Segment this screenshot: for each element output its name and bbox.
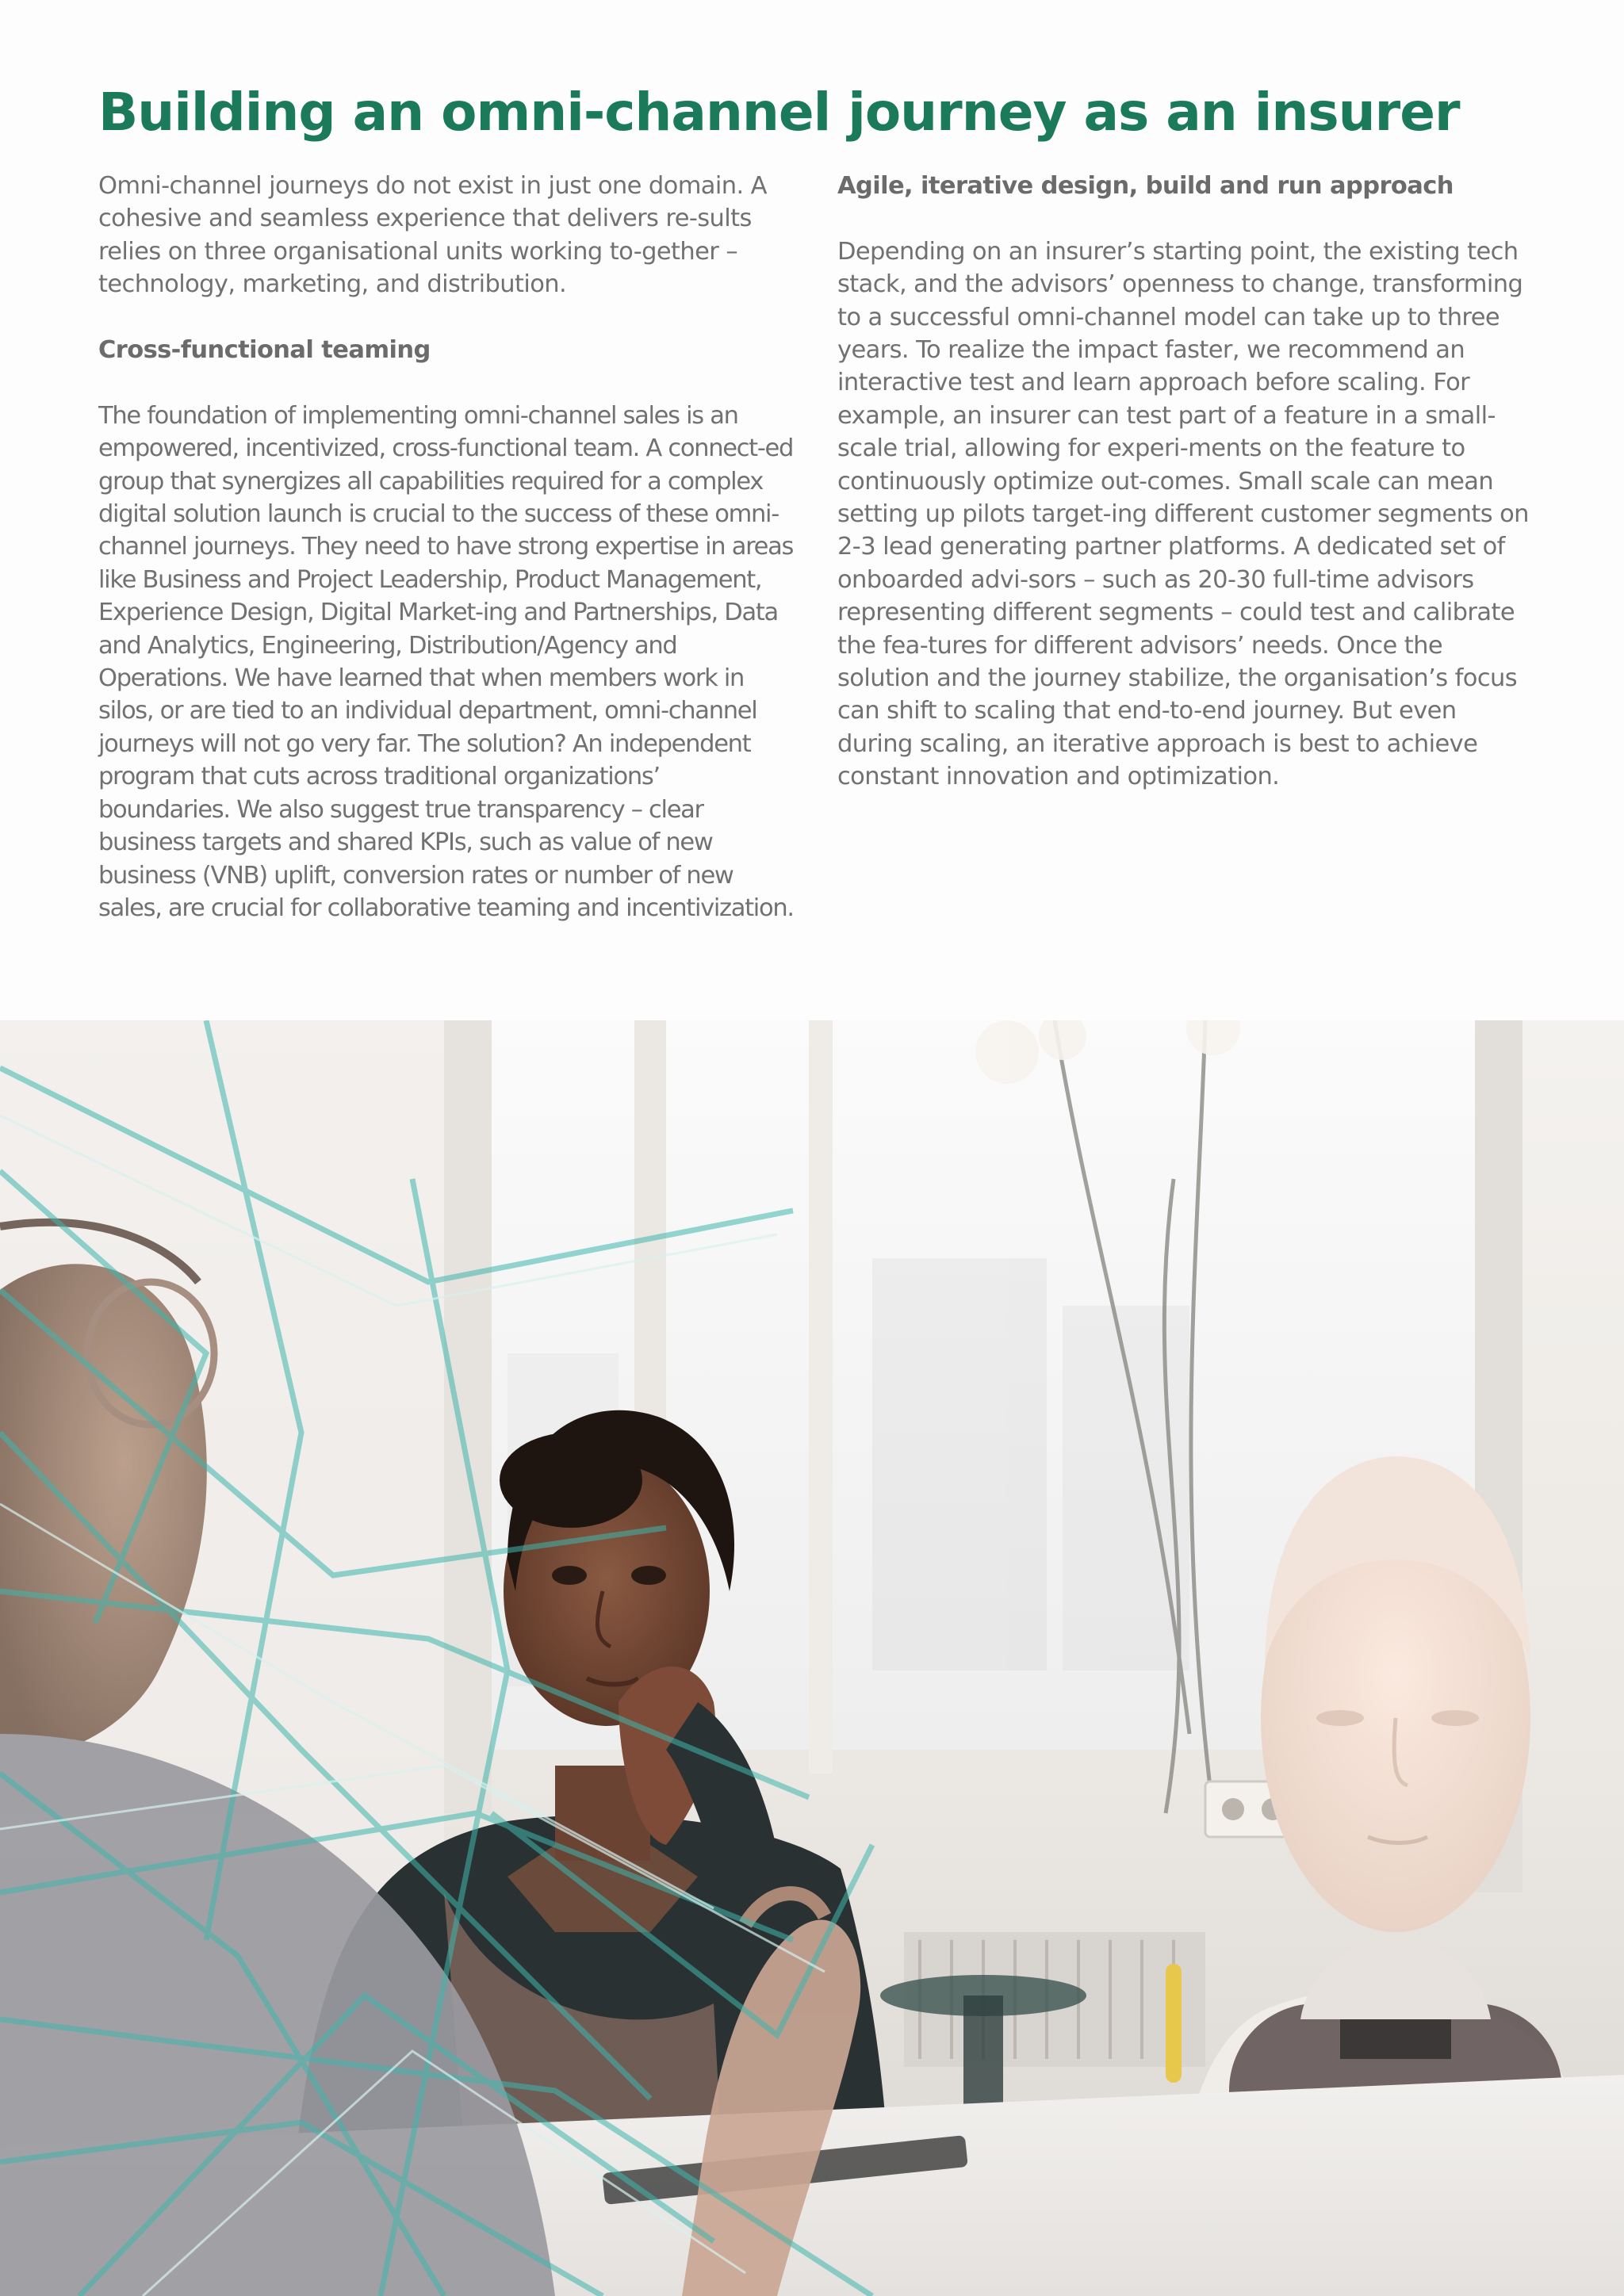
intro-paragraph: Omni-channel journeys do not exist in just one domain. A cohesive and seamless experience that delivers re-sults relies on three organisational units working to-gether – technology, marketing, and distribution. <box>98 172 767 299</box>
paragraph-gap <box>98 366 796 399</box>
page-title: Building an omni-channel journey as an insurer <box>98 82 1460 143</box>
window-frame <box>809 1020 833 1774</box>
paragraph-gap <box>98 301 796 334</box>
agile-heading: Agile, iterative design, build and run approach <box>837 172 1454 200</box>
cross-functional-paragraph: The foundation of implementing omni-channel sales is an empowered, incentivized, cross-functional team. A connect-ed group that synergizes all capabilities required for a complex digital solution launch is crucial to the success of these omni-channel journeys. They need to have strong expertise in areas like Business and Project Leadership, Product Management, Experience Design, Digital Market-ing and Partnerships, Data and Analytics, Engineering, Distribution/Agency and Operations. We have learned that when members work in silos, or are tied to an individual department, omni-channel journeys will not go very far. The solution? An independent program that cuts across traditional organizations’ boundaries. We also suggest true transparency – clear business targets and shared KPIs, such as value of new business (VNB) uplift, conversion rates or number of new sales, are crucial for collaborative teaming and incentivization. <box>98 401 794 922</box>
paragraph-gap <box>837 202 1535 235</box>
agile-paragraph: Depending on an insurer’s starting point, the existing tech stack, and the advisors’ openness to change, transforming to a successful omni-channel model can take up to three years. To realize the impact faster, we recommend an interactive test and learn approach before scaling. For example, an insurer can test part of a feature in a small-scale trial, allowing for experi-ments on the feature to continuously optimize out-comes. Small scale can mean setting up pilots target-ing different customer segments on 2-3 lead generating partner platforms. A dedicated set of onboarded advi-sors – such as 20-30 full-time advisors representing different segments – could test and calibrate the fea-tures for different advisors’ needs. Once the solution and the journey stabilize, the organisation’s focus can shift to scaling that end-to-end journey. But even during scaling, an iterative approach is best to achieve constant innovation and optimization. <box>837 237 1529 791</box>
cross-functional-heading: Cross-functional teaming <box>98 336 431 365</box>
right-column <box>837 170 1535 794</box>
left-column <box>98 170 796 924</box>
window-frame <box>444 1020 492 1813</box>
meeting-photo <box>0 1020 1624 2296</box>
